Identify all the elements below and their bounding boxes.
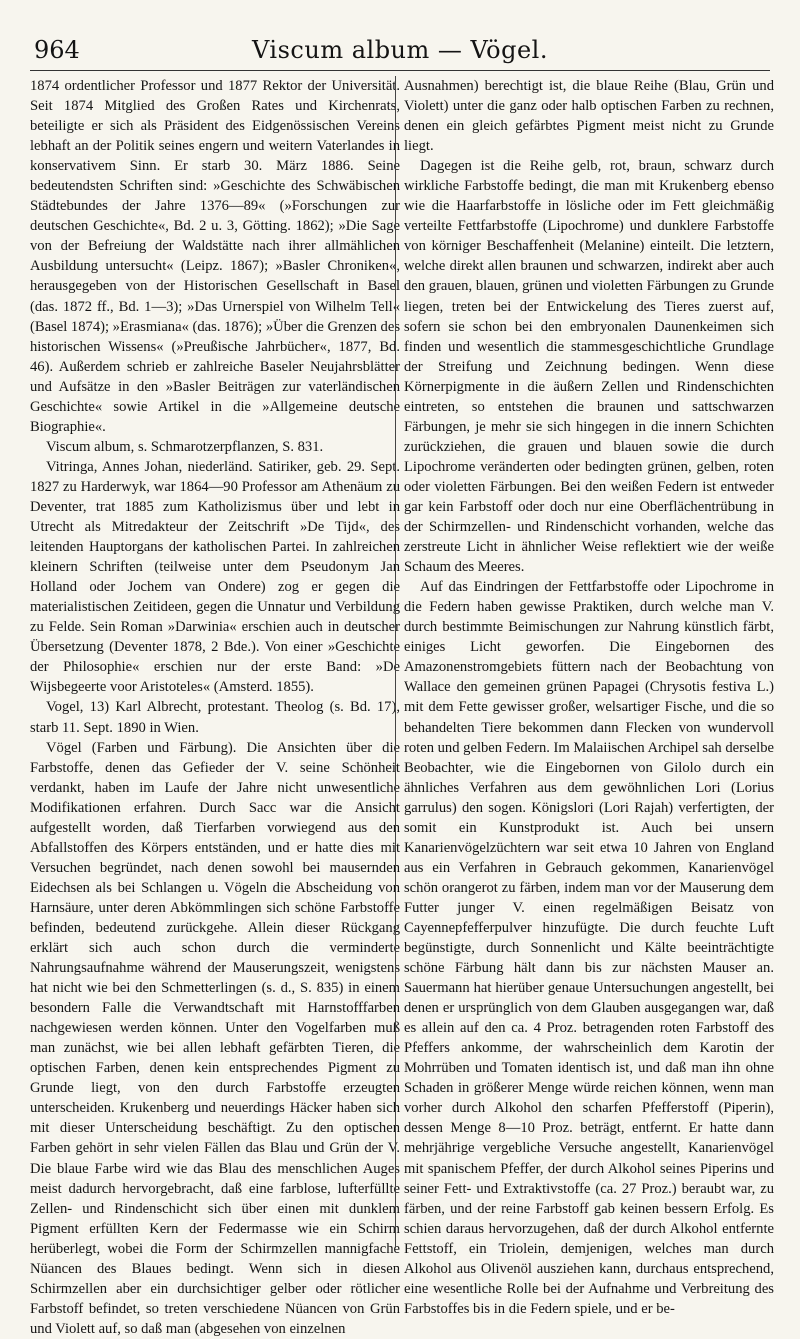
paragraph: Auf das Eindringen der Fettfarbstoffe oder Lipochrome in die Federn haben gewisse Praktiken, durch welche man V. durch bestimmte Beimischungen zur Nahrung künstlich färbt, einiges Licht geworfen. Die Eingebornen des Amazonenstromgebiets füttern nach der Beobachtung von Wallace den gemeinen grünen Papagei (Chrysotis festiva L.) mit dem Fette gewisser großer, welsartiger Fische, und die so behandelten Tiere bekommen dann Flecken von wundervoll roten und gelben Federn. Im Malaiischen Archipel sah derselbe Beobachter, wie die Eingebornen von Gilolo durch ein ähnliches Verfahren aus dem gewöhnlichen Lori (Lorius garrulus) den sogen. Königslori (Lori Rajah) verfertigten, der somit ein Kunstprodukt ist. Auch bei unsern Kanarienvögelzüchtern war seit etwa 10 Jahren von England aus ein Verfahren in Gebrauch gekommen, Kanarienvögel schön orangerot zu färben, indem man vor der Mauserung dem Futter junger V. einen regelmäßigen Beisatz von Cayennepfefferpulver hinzufügte. Die durch feuchte Luft begünstigte, durch Sonnenlicht und Kälte beeinträchtigte schöne Färbung hält dann bis zur nächsten Mauser an. Sauermann hat hierüber genaue Untersuchungen angestellt, bei denen er ursprünglich von dem Glauben ausgegangen war, daß es allein auf den ca. 4 Proz. betragenden roten Farbstoff des Pfeffers ankomme, der wahrscheinlich dem Karotin der Mohrrüben und Tomaten identisch ist, und daß man ihn ohne Schaden in größerer Menge würde reichen können, wenn man vorher durch Alkohol den scharfen Pfefferstoff (Piperin), dessen Menge 8—10 Proz. beträgt, entfernt. Er hatte dann mehrjährige vergebliche Versuche angestellt, Kanarienvögel mit spanischem Pfeffer, der durch Alkohol seines Piperins und seiner Fett- und Extraktivstoffe (ca. 27 Proz.) beraubt war, zu färben, und der reine Farbstoff gab keinen bessern Erfolg. Es schien daraus hervorzugehen, daß der durch Alkohol entfernte Fettstoff, ein Triolein, demjenigen, welches man durch Alkohol aus Olivenöl ausziehen kann, durchaus entsprechend, eine wesentliche Rolle bei der Aufnahme und Verbreitung des Farbstoffes bis in die Federn spiele, und er be- (404, 579, 774, 1317)
page-header (30, 36, 770, 70)
page-number: 964 (34, 36, 80, 64)
paragraph: Vogel, 13) Karl Albrecht, protestant. Theolog (s. Bd. 17), starb 11. Sept. 1890 in Wien. (30, 699, 400, 736)
column-divider (395, 76, 396, 1248)
paragraph: Ausnahmen) berechtigt ist, die blaue Reihe (Blau, Grün und Violett) unter die ganz oder halb optischen Farben zu rechnen, denen ein gleich gefärbtes Pigment meist nicht zu Grunde liegt. (404, 78, 774, 155)
paragraph: Vitringa, Annes Johan, niederländ. Satiriker, geb. 29. Sept. 1827 zu Harderwyk, war 1864—90 Professor am Athenäum zu Deventer, trat 1885 zum Katholizismus über und lebt in Utrecht als Mitredakteur der Zeitschrift »De Tijd«, des leitenden Hauptorgans der katholischen Partei. In zahlreichen kleinern Schriften (teilweise unter dem Pseudonym Jan Holland oder Jochem van Ondere) zog er gegen die materialistischen Zeitideen, gegen die Unnatur und Verbildung zu Felde. Sein Roman »Darwinia« erschien auch in deutscher Übersetzung (Deventer 1878, 2 Bde.). Von einer »Geschichte der Philosophie« erschien nur der erste Band: »De Wijsbegeerte voor Aristoteles« (Amsterd. 1855). (30, 458, 400, 696)
left-column (30, 76, 400, 1337)
right-column (404, 76, 774, 1317)
header-rule (30, 70, 770, 71)
paragraph: Dagegen ist die Reihe gelb, rot, braun, schwarz durch wirkliche Farbstoffe bedingt, die man mit Krukenberg ebenso wie die Haarfarbstoffe in lösliche oder im Fett gleichmäßig verteilte Fettfarbstoffe (Lipochrome) und dunklere Farbstoffe von körniger Beschaffenheit (Melanine) einteilt. Die letztern, welche direkt allen braunen und schwarzen, indirekt aber auch den grauen, blauen, grünen und violetten Färbungen zu Grunde liegen, treten bei der Entwickelung des Tieres zuerst auf, sofern sie schon bei den embryonalen Daunenkeimen sich finden und wesentlich die stammesgeschichtliche Grundlage der Streifung und Zeichnung bedingen. Wenn diese Körnerpigmente in die äußern Zellen und Rindenschichten eintreten, so entstehen die braunen und sattschwarzen Färbungen, je mehr sie sich hingegen in die innern Schichten zurückziehen, die grauen und blauen sowie die durch Lipochrome veränderten oder bedingten grünen, gelben, roten oder violetten Färbungen. Bei den weißen Federn ist entweder gar kein Farbstoff oder doch nur eine Oberflächentrübung in der Schirmzellen- und Rindenschicht vorhanden, welche das zerstreute Licht in ähnlicher Weise reflektiert wie der weiße Schaum des Meeres. (404, 158, 774, 576)
paragraph: 1874 ordentlicher Professor und 1877 Rektor der Universität. Seit 1874 Mitglied des Großen Rates und Kirchenrats, beteiligte er sich als Präsident des Eidgenössischen Vereins lebhaft an der Politik seines engern und weitern Vaterlandes in konservativem Sinn. Er starb 30. März 1886. Seine bedeutendsten Schriften sind: »Geschichte des Schwäbischen Städtebundes der Jahre 1376—89« (»Forschungen zur deutschen Geschichte«, Bd. 2 u. 3, Götting. 1862); »Die Sage von der Befreiung der Waldstätte nach ihrer allmählichen Ausbildung untersucht« (Leipz. 1867); »Basler Chroniken«, herausgegeben von der Historischen Gesellschaft in Basel (das. 1872 ff., Bd. 1—3); »Das Urnerspiel von Wilhelm Tell« (Basel 1874); »Erasmiana« (das. 1876); »Über die Grenzen des historischen Wissens« (»Preußische Jahrbücher«, 1877, Bd. 46). Außerdem schrieb er zahlreiche Baseler Neujahrsblätter und Aufsätze in den »Basler Beiträgen zur vaterländischen Geschichte« sowie Artikel in die »Allgemeine deutsche Biographie«. (30, 78, 400, 435)
running-title: Viscum album — Vögel. (252, 36, 548, 64)
paragraph: Vögel (Farben und Färbung). Die Ansichten über die Farbstoffe, denen das Gefieder der V. seine Schönheit verdankt, haben im Laufe der Jahre nicht unwesentliche Modifikationen erfahren. Durch Sacc war die Ansicht aufgestellt worden, daß Tierfarben vorwiegend aus den Abfallstoffen des Körpers entständen, und er hatte dies mit Versuchen begründet, nach denen sowohl bei mausernden Eidechsen als bei Schlangen u. Vögeln die Abscheidung von Harnsäure, unter deren Abkömmlingen sich schöne Farbstoffe befinden, bedeutend zurückgehe. Allein dieser Rückgang erklärt sich auch schon durch die verminderte Nahrungsaufnahme während der Mauserungszeit, wenigstens hat nicht wie bei den Schmetterlingen (s. d., S. 835) in einem besondern Falle die Verwandtschaft mit Harnstofffarben nachgewiesen werden können. Unter den Vogelfarben muß man zunächst, wie bei allen lebhaft gefärbten Tieren, die optischen Farben, denen kein entsprechendes Pigment zu Grunde liegt, von den durch Farbstoffe erzeugten unterscheiden. Krukenberg und neuerdings Häcker haben sich mit dieser Unterscheidung beschäftigt. Zu den optischen Farben gehört in sehr vielen Fällen das Blau und Grün der V. Die blaue Farbe wird wie das Blau des menschlichen Auges meist dadurch hervorgebracht, daß eine farblose, lufterfüllte Zellen- und Rindenschicht sich über einen mit dunklem Pigment erfüllten Kern der Federmasse wie ein Schirm herüberlegt, wobei die Form der Schirmzellen mannigfache Nüancen des Blaues bedingt. Wenn sich in diesen Schirmzellen aber ein durchsichtiger gelber oder rötlicher Farbstoff befindet, so treten verschiedene Nüancen von Grün und Violett auf, so daß man (abgesehen von einzelnen (30, 739, 400, 1337)
paragraph: Viscum album, s. Schmarotzerpflanzen, S. 831. (46, 438, 324, 455)
